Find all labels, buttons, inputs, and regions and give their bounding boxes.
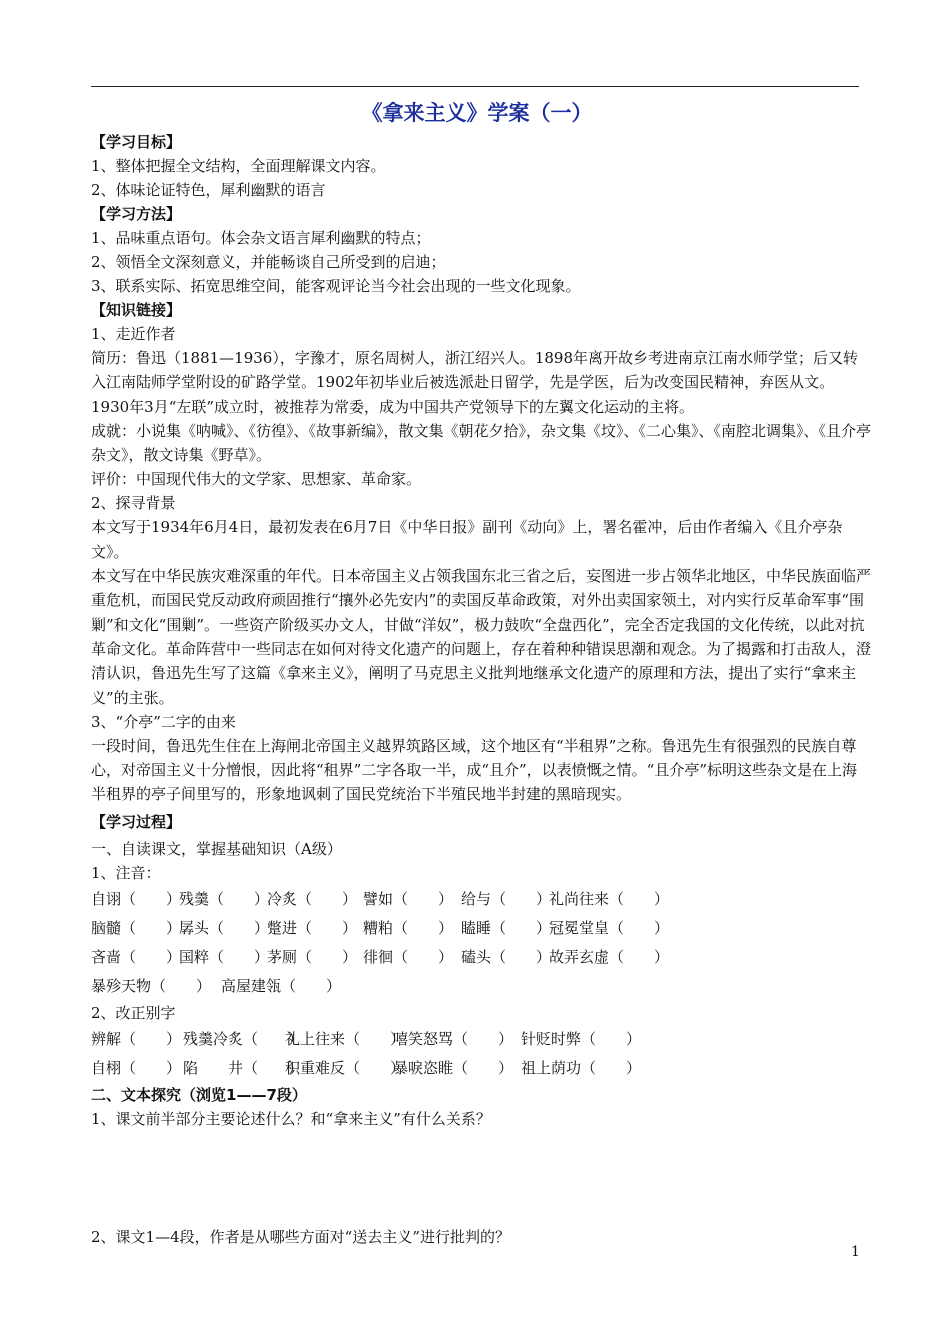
goals-heading: 【学习目标】 [91,133,182,151]
typo-item: 礼上往来（ ） [285,1029,406,1048]
background-paragraph: 本文写于1934年6月4日，最初发表在6月7日《中华日报》副刊《动向》上，署名霍冲，后由作者编入《且介亭杂文》。 [91,518,843,561]
methods-heading: 【学习方法】 [91,205,182,223]
author-evaluation: 评价：中国现代伟大的文学家、思想家、革命家。 [91,470,422,489]
typo-item: 陷 井（ ） [183,1058,304,1077]
answer-space[interactable] [91,1131,871,1201]
pinyin-item: 譬如（ ） [363,889,454,908]
pinyin-row [91,943,871,972]
process-heading: 【学习过程】 [91,812,182,831]
background-paragraph: 本文写在中华民族灾难深重的年代。日本帝国主义占领我国东北三省之后，妄图进一步占领华北地区，中华民族面临严重危机，而国民党反动政府顽固推行“攘外必先安内”的卖国反革命政策，对外出卖国家领土，对内实行反革命军事“围剿”和文化“围剿”。一些资产阶级买办文人，甘做“洋奴”，极力鼓吹“全盘西化”，完全否定我国的文化传统，以此对抗革命文化。革命阵营中一些同志在如何对待文化遗产的问题上，存在着种种错误思潮和观念。为了揭露和打击敌人，澄清认识，鲁迅先生写了这篇《拿来主义》，阐明了马克思主义批判地继承文化遗产的原理和方法，提出了实行“拿来主义”的主张。 [91,567,872,707]
goal-item: 2、体味论证特色，犀利幽默的语言 [91,181,326,199]
method-item: 3、联系实际、拓宽思维空间，能客观评论当今社会出现的一些文化现象。 [91,277,581,295]
background-subheading: 2、探寻背景 [91,494,176,513]
pinyin-item: 自诩（ ） [91,889,182,908]
pinyin-item: 冠冕堂皇（ ） [549,918,670,937]
typo-item: 残羹冷炙（ ） [183,1029,304,1048]
pinyin-item: 暴殄天物（ ） [91,976,212,995]
pinyin-item: 茅厕（ ） [267,947,358,966]
pinyin-row [91,972,871,1001]
question-2: 2、课文1—4段，作者是从哪些方面对“送去主义”进行批判的？ [91,1227,510,1246]
pinyin-item: 糟粕（ ） [363,918,454,937]
pinyin-item: 冷炙（ ） [267,889,358,908]
typo-item: 祖上荫功（ ） [521,1058,642,1077]
origin-paragraph: 一段时间，鲁迅先生住在上海闸北帝国主义越界筑路区域，这个地区有“半租界”之称。鲁迅先生有很强烈的民族自尊心，对帝国主义十分憎恨，因此将“租界”二字各取一半，成“且介”，以表愤慨之情。“且介亭”标明这些杂文是在上海半租界的亭子间里写的，形象地讽刺了国民党统治下半殖民地半封建的黑暗现实。 [91,736,858,804]
typo-subheading: 2、改正别字 [91,1003,176,1022]
origin-subheading: 3、“介亭”二字的由来 [91,712,236,731]
author-works: 成就：小说集《呐喊》、《彷徨》、《故事新编》，散文集《朝花夕拾》，杂文集《坟》、《二心集》、《南腔北调集》、《且介亭杂文》，散文诗集《野草》。 [91,421,872,465]
pinyin-item: 残羹（ ） [179,889,270,908]
typo-item: 暴唳恣睢（ ） [393,1058,514,1077]
pinyin-row [91,914,871,943]
pinyin-item: 高屋建瓴（ ） [221,976,342,995]
goal-item: 1、整体把握全文结构，全面理解课文内容。 [91,157,386,175]
pinyin-item: 徘徊（ ） [363,947,454,966]
pinyin-item: 吝啬（ ） [91,947,182,966]
pinyin-item: 故弄玄虚（ ） [549,947,670,966]
pinyin-item: 脑髓（ ） [91,918,182,937]
typo-item: 积重难反（ ） [285,1058,406,1077]
page-number: 1 [851,1244,860,1260]
page-title: 《拿来主义》学案（一） [361,100,593,125]
worksheet-page [91,96,871,1249]
author-bio: 简历：鲁迅（1881—1936），字豫才，原名周树人，浙江绍兴人。1898年离开故乡考进南京江南水师学堂；后又转入江南陆师学堂附设的矿路学堂。1902年初毕业后被选派赴日留学，先是学医，后为改变国民精神，弃医从文。1930年3月“左联”成立时，被推荐为常委，成为中国共产党领导下的左翼文化运动的主将。 [91,349,859,416]
pinyin-item: 孱头（ ） [179,918,270,937]
pinyin-item: 礼尚往来（ ） [549,889,670,908]
pinyin-item: 国粹（ ） [179,947,270,966]
author-subheading: 1、走近作者 [91,325,176,343]
pinyin-item: 瞌睡（ ） [461,918,552,937]
typo-row [91,1054,871,1083]
pinyin-item: 给与（ ） [461,889,552,908]
question-1: 1、课文前半部分主要论述什么？和“拿来主义”有什么关系？ [91,1109,491,1128]
part2-heading: 二、文本探究（浏览1——7段） [91,1085,307,1104]
typo-item: 自栩（ ） [91,1058,182,1077]
part1-heading: 一、自读课文，掌握基础知识（A级） [91,839,342,858]
pinyin-item: 蹩进（ ） [267,918,358,937]
typo-row [91,1025,871,1054]
typo-item: 嘻笑怒骂（ ） [393,1029,514,1048]
typo-item: 辨解（ ） [91,1029,182,1048]
pinyin-item: 磕头（ ） [461,947,552,966]
pinyin-subheading: 1、注音： [91,863,161,882]
knowledge-heading: 【知识链接】 [91,301,182,319]
pinyin-row [91,885,871,914]
typo-item: 针贬时弊（ ） [521,1029,642,1048]
method-item: 1、品味重点语句。体会杂文语言犀利幽默的特点； [91,229,431,247]
header-rule [91,86,859,87]
method-item: 2、领悟全文深刻意义，并能畅谈自己所受到的启迪； [91,253,446,271]
